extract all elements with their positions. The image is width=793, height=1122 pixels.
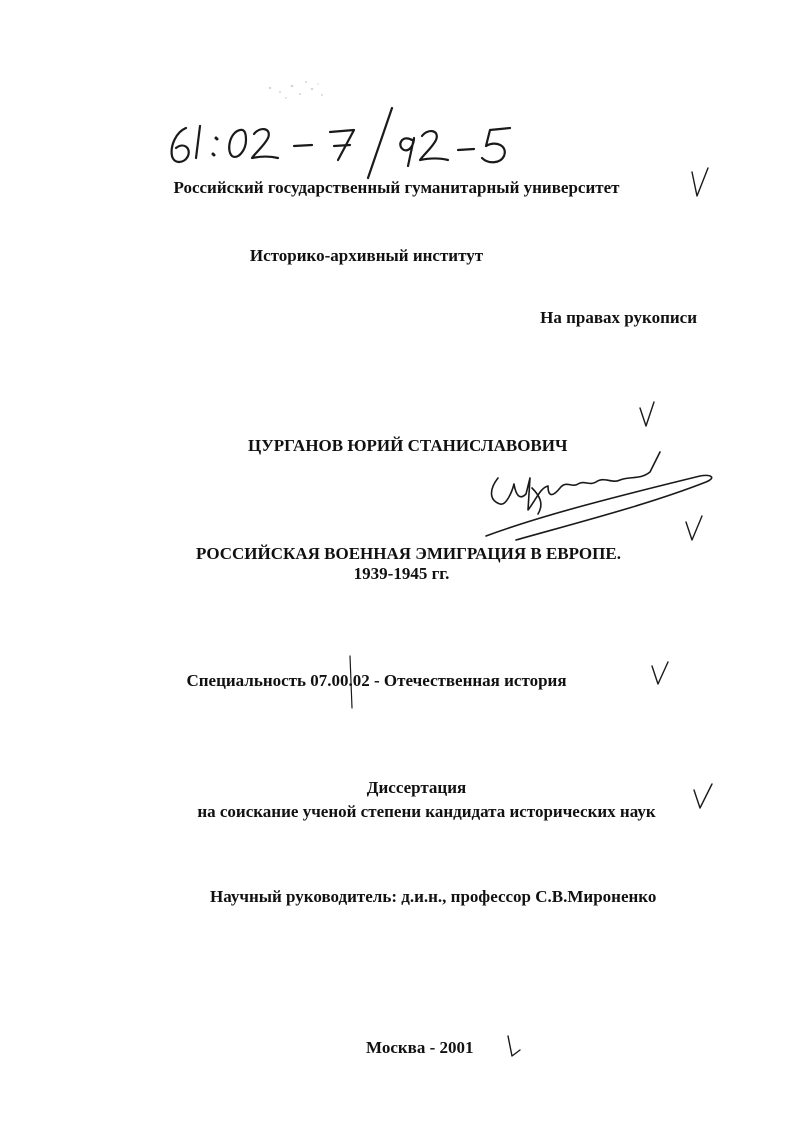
manuscript-rights: На правах рукописи [540, 308, 697, 327]
document-type: Диссертация [366, 778, 467, 797]
university-name: Российский государственный гуманитарный университет [173, 178, 620, 197]
place-and-year: Москва - 2001 [366, 1038, 474, 1057]
specialty: Специальность 07.00.02 - Отечественная история [186, 671, 567, 690]
degree-description: на соискание ученой степени кандидата исторических наук [197, 802, 656, 821]
author-name: ЦУРГАНОВ ЮРИЙ СТАНИСЛАВОВИЧ [248, 436, 568, 455]
institute-name: Историко-архивный институт [249, 246, 484, 265]
scientific-supervisor: Научный руководитель: д.и.н., профессор С.В.Мироненко [210, 887, 657, 906]
dissertation-title: РОССИЙСКАЯ ВОЕННАЯ ЭМИГРАЦИЯ В ЕВРОПЕ. [196, 544, 621, 563]
dissertation-years: 1939-1945 гг. [353, 564, 450, 583]
